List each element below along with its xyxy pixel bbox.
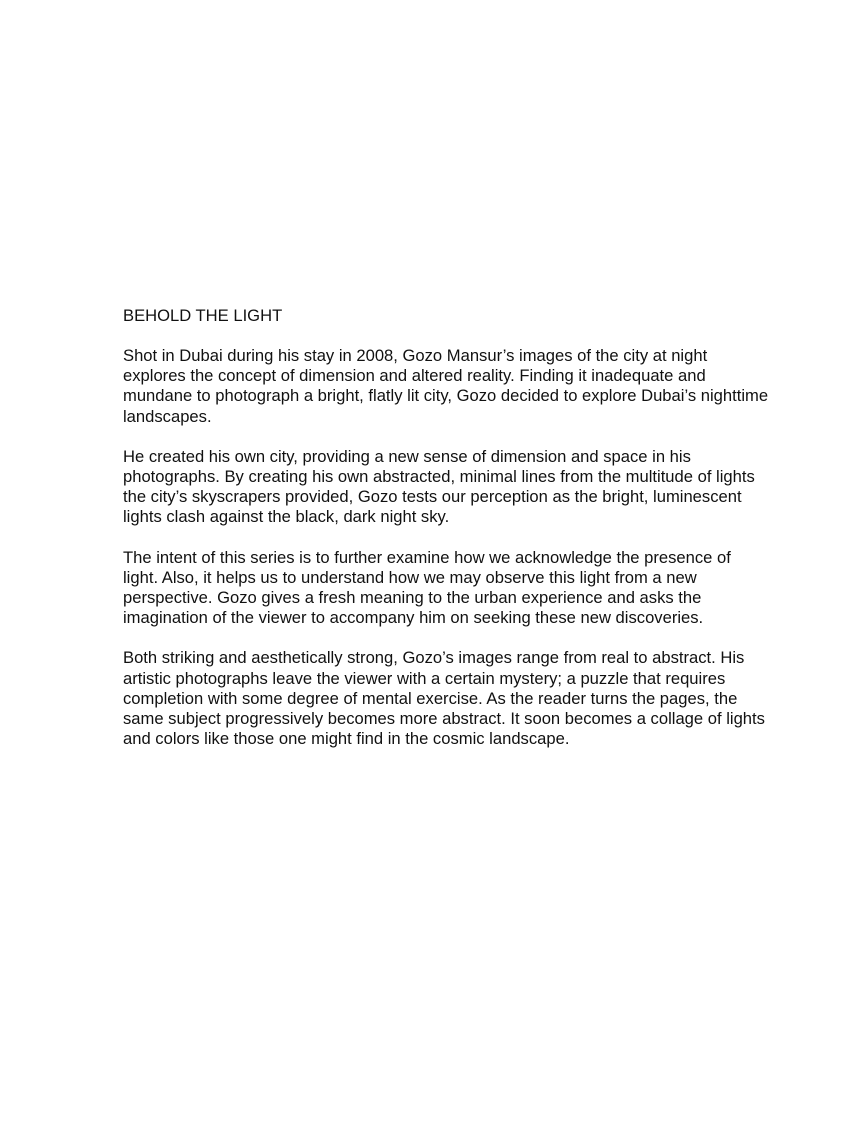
paragraph-line: lights clash against the black, dark night sky.: [123, 507, 450, 527]
paragraph-line: He created his own city, providing a new sense of dimension and space in his: [123, 446, 691, 466]
paragraph-line: landscapes.: [123, 406, 212, 426]
paragraph-1: [123, 346, 813, 427]
paragraph-line: and colors like those one might find in the cosmic landscape.: [123, 729, 570, 749]
paragraph-line: mundane to photograph a bright, flatly lit city, Gozo decided to explore Dubai’s nighttime: [123, 386, 769, 406]
paragraph-line: photographs. By creating his own abstracted, minimal lines from the multitude of lights: [123, 467, 755, 487]
paragraph-line: same subject progressively becomes more abstract. It soon becomes a collage of lights: [123, 709, 765, 729]
document-body: [123, 306, 813, 769]
paragraph-4: [123, 648, 813, 749]
paragraph-line: Both striking and aesthetically strong, Gozo’s images range from real to abstract. His: [123, 648, 745, 668]
paragraph-2: [123, 447, 813, 528]
paragraph-line: explores the concept of dimension and altered reality. Finding it inadequate and: [123, 366, 706, 386]
paragraph-line: the city’s skyscrapers provided, Gozo tests our perception as the bright, luminescent: [123, 487, 742, 507]
paragraph-line: The intent of this series is to further examine how we acknowledge the presence of: [123, 547, 731, 567]
paragraph-line: imagination of the viewer to accompany him on seeking these new discoveries.: [123, 608, 704, 628]
paragraph-line: completion with some degree of mental exercise. As the reader turns the pages, the: [123, 688, 738, 708]
paragraph-line: perspective. Gozo gives a fresh meaning to the urban experience and asks the: [123, 588, 702, 608]
paragraph-line: artistic photographs leave the viewer with a certain mystery; a puzzle that requires: [123, 668, 726, 688]
paragraph-line: light. Also, it helps us to understand how we may observe this light from a new: [123, 567, 697, 587]
paragraph-line: Shot in Dubai during his stay in 2008, Gozo Mansur’s images of the city at night: [123, 346, 708, 365]
document-title: BEHOLD THE LIGHT: [123, 306, 283, 325]
paragraph-3: [123, 548, 813, 629]
